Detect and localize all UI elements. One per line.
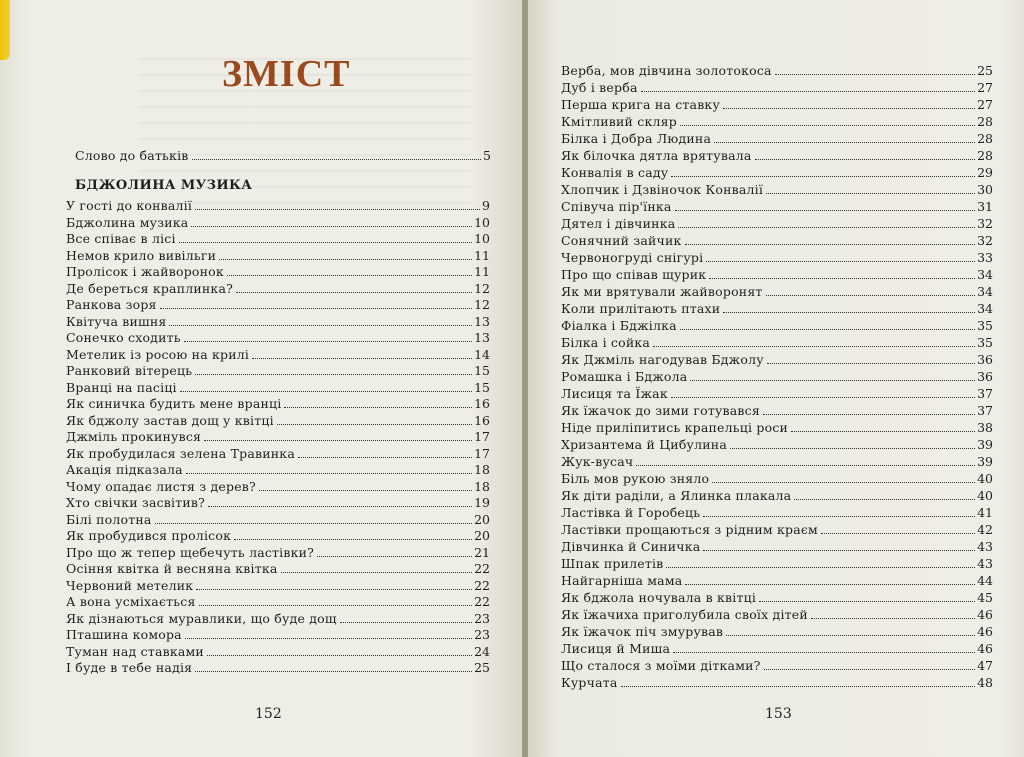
dot-leader	[236, 292, 472, 293]
toc-entry-page: 46	[977, 624, 993, 639]
toc-row	[66, 231, 490, 247]
dot-leader	[726, 635, 975, 636]
toc-entry-title: Акація підказала	[66, 462, 183, 477]
toc-entry-page: 36	[977, 352, 993, 367]
toc-entry-title: Білка і Добра Людина	[561, 131, 712, 146]
toc-entry-title: Джміль прокинувся	[66, 429, 202, 444]
dot-leader	[706, 261, 975, 262]
toc-row	[561, 420, 993, 436]
dot-leader	[680, 125, 975, 126]
toc-row	[561, 471, 993, 487]
dot-leader	[794, 499, 975, 500]
toc-entry-page: 18	[474, 462, 490, 477]
toc-entry-title: Як дізнаються муравлики, що буде дощ	[66, 610, 337, 626]
toc-entry-page: 12	[474, 297, 490, 312]
dot-leader	[621, 686, 976, 687]
dot-leader	[690, 380, 975, 381]
toc-row	[561, 352, 993, 368]
dot-leader	[673, 652, 975, 653]
dot-leader	[160, 308, 472, 309]
toc-entry-title: Курчата	[561, 675, 618, 690]
dot-leader	[759, 601, 975, 602]
toc-row	[561, 437, 993, 453]
toc-row	[66, 561, 490, 577]
toc-entry-title: І буде в тебе надія	[66, 660, 193, 675]
toc-entry-page: 43	[977, 556, 993, 571]
toc-entry-page: 35	[977, 335, 993, 350]
toc-entry-page: 46	[977, 607, 993, 622]
toc-entry-page: 31	[977, 199, 993, 214]
toc-entry-title: Червоний метелик	[66, 577, 194, 593]
toc-entry-page: 21	[474, 544, 490, 560]
dot-leader	[730, 448, 975, 449]
dot-leader	[703, 516, 975, 517]
toc-entry-title: Перша крига на ставку	[561, 97, 720, 112]
dot-leader	[184, 341, 472, 342]
toc-entry-title: Як їжачок до зими готувався	[561, 403, 760, 418]
toc-entry-title: Хризантема й Цибулина	[561, 437, 727, 452]
dot-leader	[169, 325, 472, 326]
toc-entry-title: Ранкова зоря	[66, 297, 157, 312]
dot-leader	[821, 533, 975, 534]
toc-entry-title: Шпак прилетів	[561, 556, 664, 571]
toc-entry-title: Білі полотна	[66, 511, 152, 527]
toc-entry-page: 9	[482, 198, 490, 213]
toc-row	[561, 216, 993, 232]
toc-entry-title: Пташина комора	[66, 627, 182, 642]
toc-entry-title: Верба, мов дівчина золотокоса	[561, 63, 772, 78]
dot-leader	[191, 226, 472, 227]
dot-leader	[766, 295, 976, 296]
dot-leader	[763, 414, 975, 415]
dot-leader	[723, 312, 975, 313]
toc-entry-page: 20	[474, 511, 490, 527]
toc-entry-page: 10	[474, 214, 490, 230]
toc-entry-page: 10	[474, 231, 490, 246]
toc-entry-title: Хлопчик і Дзвіночок Конвалії	[561, 182, 764, 197]
toc-row	[66, 545, 490, 561]
toc-entry-title: Як діти раділи, а Ялинка плакала	[561, 488, 792, 503]
toc-row	[561, 556, 993, 572]
dot-leader	[204, 440, 472, 441]
toc-entry-title: Ластівки прощаються з рідним краєм	[561, 522, 818, 537]
dot-leader	[709, 278, 975, 279]
toc-entry-title: Як білочка дятла врятувала	[561, 148, 752, 163]
dot-leader	[208, 506, 472, 507]
dot-leader	[180, 391, 472, 392]
toc-entry-page: 30	[977, 182, 993, 197]
toc-entry-title: Кмітливий скляр	[561, 114, 677, 129]
dot-leader	[791, 431, 975, 432]
toc-row	[561, 386, 993, 402]
dot-leader	[340, 622, 472, 623]
toc-row	[561, 369, 993, 385]
toc-entry-page: 27	[977, 80, 993, 95]
dot-leader	[723, 108, 975, 109]
toc-entry-title: У гості до конвалії	[66, 198, 193, 213]
toc-row	[561, 182, 993, 198]
toc-entry-page: 34	[977, 284, 993, 299]
toc-entry-page: 25	[977, 63, 993, 78]
page-title: ЗМІСТ	[222, 53, 351, 95]
dot-leader	[675, 210, 976, 211]
toc-entry-page: 16	[474, 412, 490, 428]
dot-leader	[195, 671, 472, 672]
toc-entry-page: 22	[474, 577, 490, 593]
toc-entry-page: 13	[474, 330, 490, 345]
toc-entry-title: А вона усміхається	[66, 594, 196, 609]
toc-entry-title: Як ми врятували жайворонят	[561, 284, 763, 299]
toc-entry-title: Хто свічки засвітив?	[66, 495, 206, 510]
dot-leader	[680, 329, 975, 330]
dot-leader	[195, 374, 472, 375]
toc-entry-title: Ранковий вітерець	[66, 363, 193, 378]
toc-row	[66, 281, 490, 297]
toc-entry-title: Осіння квітка й весняна квітка	[66, 561, 278, 576]
toc-entry-page: 13	[474, 313, 490, 329]
dot-leader	[671, 397, 975, 398]
toc-row	[66, 528, 490, 544]
toc-entry-page: 29	[977, 165, 993, 180]
toc-entry-page: 19	[474, 495, 490, 510]
toc-row	[66, 660, 490, 676]
toc-entry-page: 42	[977, 522, 993, 537]
toc-row	[66, 396, 490, 412]
toc-row	[561, 63, 993, 79]
dot-leader	[195, 209, 480, 210]
dot-leader	[252, 358, 472, 359]
dot-leader	[192, 159, 482, 160]
dot-leader	[641, 91, 975, 92]
toc-row	[561, 505, 993, 521]
toc-entry-title: Коли прилітають птахи	[561, 301, 721, 316]
toc-entry-title: Лисиця та Їжак	[561, 386, 668, 401]
toc-row	[66, 594, 490, 610]
toc-entry-title: Дятел і дівчинка	[561, 216, 676, 231]
toc-entry-title: Пролісок і жайворонок	[66, 264, 224, 279]
toc-row	[561, 403, 993, 419]
toc-row	[66, 297, 490, 313]
toc-entry-title: Сонячний зайчик	[561, 233, 682, 248]
toc-row	[66, 413, 490, 429]
toc-entry-page: 15	[474, 379, 490, 395]
toc-entry-title: Метелик із росою на крилі	[66, 346, 250, 362]
toc-entry-title: Жук-вусач	[561, 454, 634, 469]
toc-entry-title: Найгарніша мама	[561, 573, 683, 588]
toc-entry-page: 17	[474, 445, 490, 461]
toc-entry-title: Біль мов рукою зняло	[561, 471, 710, 486]
right-page-number: 153	[765, 706, 792, 722]
toc-row	[561, 250, 993, 266]
toc-entry-page: 23	[474, 627, 490, 642]
dot-leader	[207, 655, 472, 656]
toc-entry-page: 34	[977, 267, 993, 282]
toc-entry-title: Як Джміль нагодував Бджолу	[561, 352, 764, 367]
toc-entry-page: 15	[474, 363, 490, 378]
toc-row	[561, 131, 993, 147]
toc-entry-title: Чому опадає листя з дерев?	[66, 478, 256, 494]
toc-entry-title: Дівчинка й Синичка	[561, 539, 701, 554]
toc-entry-title: Про що співав щурик	[561, 267, 707, 282]
dot-leader	[764, 669, 976, 670]
toc-entry-page: 45	[977, 590, 993, 605]
toc-entry-page: 41	[977, 505, 993, 520]
dot-leader	[678, 227, 975, 228]
toc-row	[561, 318, 993, 334]
toc-row	[561, 641, 993, 657]
toc-row	[561, 607, 993, 623]
dot-leader	[281, 572, 473, 573]
dot-leader	[186, 473, 472, 474]
left-page-number: 152	[255, 706, 282, 722]
toc-entry-title: Як пробудився пролісок	[66, 528, 232, 543]
dot-leader	[666, 567, 975, 568]
toc-entry-page: 12	[474, 280, 490, 296]
toc-entry-title: Як бджолу застав дощ у квітці	[66, 412, 274, 428]
dot-leader	[219, 259, 472, 260]
toc-row	[66, 363, 490, 379]
toc-entry-page: 27	[977, 97, 993, 112]
toc-row	[66, 248, 490, 264]
dot-leader	[636, 465, 975, 466]
toc-row	[561, 97, 993, 113]
toc-entry-page: 37	[977, 386, 993, 401]
dot-leader	[298, 457, 472, 458]
toc-row	[561, 114, 993, 130]
toc-entry-page: 40	[977, 471, 993, 486]
dot-leader	[234, 539, 472, 540]
toc-row	[66, 611, 490, 627]
toc-entry-title: Слово до батьків	[75, 148, 189, 163]
toc-row	[561, 267, 993, 283]
toc-entry-title: Бджолина музика	[66, 214, 189, 230]
toc-entry-title: Все співає в лісі	[66, 231, 176, 246]
toc-entry-title: Лисиця й Миша	[561, 641, 671, 656]
toc-row	[66, 380, 490, 396]
toc-row	[66, 314, 490, 330]
toc-entry-title: Як пробудилася зелена Травинка	[66, 445, 295, 461]
section-heading: БДЖОЛИНА МУЗИКА	[75, 178, 253, 193]
cover-edge	[0, 0, 10, 60]
toc-entry-title: Як бджола ночувала в квітці	[561, 590, 757, 605]
toc-entry-page: 33	[977, 250, 993, 265]
toc-entry-page: 44	[977, 573, 993, 588]
toc-entry-title: Вранці на пасіці	[66, 379, 177, 395]
toc-row	[561, 148, 993, 164]
toc-intro-row	[75, 148, 491, 164]
toc-entry-page: 22	[474, 561, 490, 576]
toc-row	[561, 590, 993, 606]
toc-row	[561, 454, 993, 470]
dot-leader	[811, 618, 975, 619]
toc-entry-page: 39	[977, 454, 993, 469]
dot-leader	[277, 424, 472, 425]
toc-row	[561, 573, 993, 589]
toc-row	[561, 658, 993, 674]
toc-entry-page: 5	[483, 148, 491, 163]
dot-leader	[685, 244, 976, 245]
dot-leader	[671, 176, 975, 177]
dot-leader	[703, 550, 975, 551]
dot-leader	[317, 556, 472, 557]
toc-row	[66, 215, 490, 231]
toc-row	[561, 335, 993, 351]
toc-entry-title: Фіалка і Бджілка	[561, 318, 677, 333]
toc-row	[66, 429, 490, 445]
toc-entry-page: 28	[977, 131, 993, 146]
dot-leader	[767, 363, 975, 364]
toc-entry-page: 11	[474, 247, 490, 263]
toc-row	[66, 495, 490, 511]
dot-leader	[653, 346, 975, 347]
toc-entry-title: Як їжачок піч змурував	[561, 624, 724, 639]
toc-entry-page: 47	[977, 658, 993, 673]
toc-entry-page: 11	[474, 264, 490, 279]
toc-entry-title: Квітуча вишня	[66, 313, 167, 329]
toc-entry-page: 28	[977, 148, 993, 163]
toc-row	[561, 199, 993, 215]
toc-entry-page: 46	[977, 641, 993, 656]
toc-entry-page: 48	[977, 675, 993, 690]
dot-leader	[196, 589, 472, 590]
toc-entry-page: 34	[977, 301, 993, 316]
toc-entry-title: Про що ж тепер щебечуть ластівки?	[66, 544, 315, 560]
toc-row	[66, 347, 490, 363]
toc-row	[561, 165, 993, 181]
toc-row	[561, 80, 993, 96]
toc-entry-page: 24	[474, 643, 490, 659]
dot-leader	[199, 605, 473, 606]
toc-row	[561, 522, 993, 538]
toc-entry-title: Конвалія в саду	[561, 165, 669, 180]
toc-entry-title: Співуча пір'їнка	[561, 199, 672, 214]
toc-row	[66, 198, 490, 214]
toc-entry-title: Ромашка і Бджола	[561, 369, 688, 384]
toc-entry-page: 22	[474, 594, 490, 609]
toc-entry-page: 32	[977, 216, 993, 231]
toc-entry-title: Сонечко сходить	[66, 330, 181, 345]
toc-entry-title: Туман над ставками	[66, 643, 204, 659]
toc-row	[561, 233, 993, 249]
dot-leader	[714, 142, 975, 143]
toc-entry-page: 23	[474, 610, 490, 626]
toc-entry-page: 28	[977, 114, 993, 129]
toc-row	[66, 264, 490, 280]
toc-entry-page: 17	[474, 429, 490, 444]
toc-entry-title: Ластівка й Горобець	[561, 505, 701, 520]
toc-entry-page: 18	[474, 478, 490, 494]
toc-entry-page: 37	[977, 403, 993, 418]
toc-row	[66, 644, 490, 660]
toc-entry-title: Немов крило вивільги	[66, 247, 217, 263]
toc-row	[561, 624, 993, 640]
dot-leader	[775, 74, 975, 75]
toc-row	[561, 488, 993, 504]
toc-entry-page: 14	[474, 346, 490, 362]
toc-row	[66, 446, 490, 462]
toc-row	[561, 284, 993, 300]
toc-entry-page: 36	[977, 369, 993, 384]
toc-entry-title: Дуб і верба	[561, 80, 638, 95]
dot-leader	[179, 242, 472, 243]
dot-leader	[259, 490, 472, 491]
toc-row	[561, 301, 993, 317]
toc-row	[66, 462, 490, 478]
toc-entry-title: Червоногруді снігурі	[561, 250, 704, 265]
toc-entry-title: Як їжачиха приголубила своїх дітей	[561, 607, 808, 622]
dot-leader	[185, 638, 472, 639]
dot-leader	[155, 523, 473, 524]
toc-row	[561, 539, 993, 555]
toc-entry-page: 20	[474, 528, 490, 543]
toc-row	[66, 479, 490, 495]
toc-entry-title: Що сталося з моїми дітками?	[561, 658, 761, 673]
toc-entry-title: Ніде приліпитись крапельці роси	[561, 420, 789, 435]
dot-leader	[284, 407, 472, 408]
dot-leader	[712, 482, 975, 483]
toc-entry-page: 39	[977, 437, 993, 452]
dot-leader	[766, 193, 975, 194]
toc-entry-page: 16	[474, 396, 490, 411]
toc-entry-page: 40	[977, 488, 993, 503]
toc-row	[66, 512, 490, 528]
toc-entry-page: 43	[977, 539, 993, 554]
toc-row	[66, 578, 490, 594]
dot-leader	[755, 159, 976, 160]
toc-entry-title: Як синичка будить мене вранці	[66, 396, 282, 411]
toc-row	[561, 675, 993, 691]
toc-entry-title: Де береться краплинка?	[66, 280, 234, 296]
toc-entry-page: 38	[977, 420, 993, 435]
toc-entry-title: Білка і сойка	[561, 335, 651, 350]
toc-row	[66, 330, 490, 346]
toc-entry-page: 35	[977, 318, 993, 333]
toc-entry-page: 32	[977, 233, 993, 248]
dot-leader	[227, 275, 472, 276]
dot-leader	[685, 584, 975, 585]
toc-row	[66, 627, 490, 643]
toc-entry-page: 25	[474, 660, 490, 675]
